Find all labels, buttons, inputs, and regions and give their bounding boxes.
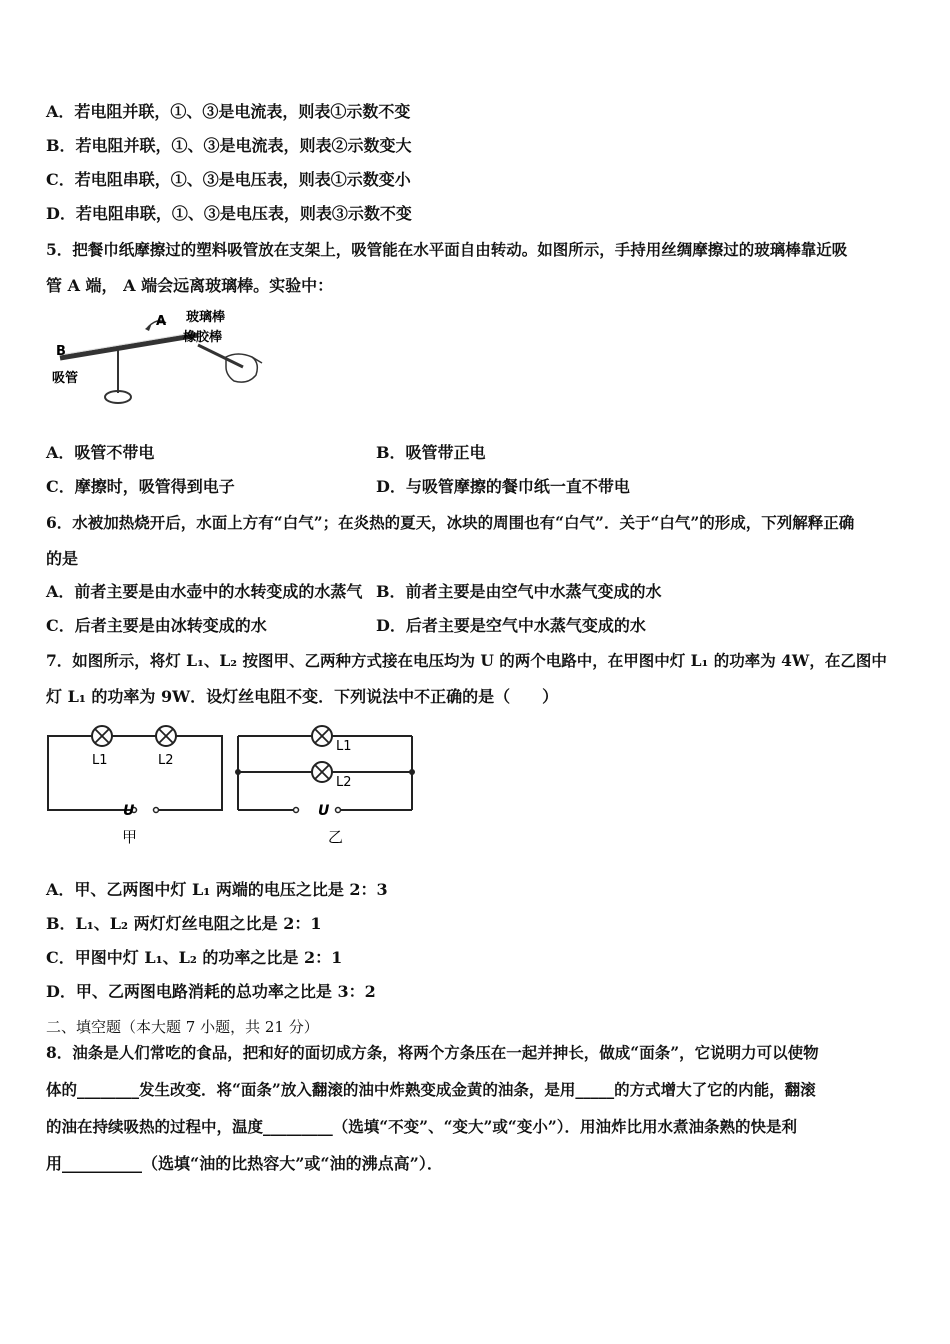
q7-option-b: B．L₁、L₂ 两灯灯丝电阻之比是 2：1: [46, 914, 322, 933]
circuit-jia-figure: [46, 722, 226, 850]
q8-stem-line1: 8．油条是人们常吃的食品，把和好的面切成方条，将两个方条压在一起并抻长，做成“面条”，它说明力可以使物: [46, 1043, 819, 1062]
section-heading: 二、填空题（本大题 7 小题，共 21 分）: [46, 1018, 319, 1036]
q5-option-c: C．摩擦时，吸管得到电子: [46, 477, 235, 496]
q5-figure-straw: [48, 305, 263, 410]
lamp-l2-icon: [312, 762, 332, 782]
q6-option-c: C．后者主要是由冰转变成的水: [46, 616, 267, 635]
q6-option-a: A．前者主要是由水壶中的水转变成的水蒸气: [46, 582, 363, 601]
label-b: B: [56, 344, 66, 359]
q7-stem-line2: 灯 L₁ 的功率为 9W．设灯丝电阻不变．下列说法中不正确的是（ ）: [46, 687, 559, 706]
yi-label-l1: L1: [336, 739, 352, 754]
q7-stem-line1: 7．如图所示，将灯 L₁、L₂ 按图甲、乙两种方式接在电压均为 U 的两个电路中，在甲图中灯 L₁ 的功率为 4W，在乙图中: [46, 651, 887, 670]
q4-option-d: D．若电阻串联，①、③是电压表，则表③示数不变: [46, 204, 412, 223]
q8-stem-line2: 体的________发生改变．将“面条”放入翻滚的油中炸熟变成金黄的油条，是用_____的方式增大了它的内能，翻滚: [46, 1080, 816, 1099]
jia-label-l2: L2: [158, 753, 174, 768]
q6-option-d: D．后者主要是空气中水蒸气变成的水: [376, 616, 646, 635]
label-rod: 玻璃棒: [186, 310, 226, 325]
q5-stem-line2: 管 A 端， A 端会远离玻璃棒。实验中：: [46, 276, 334, 295]
q4-option-a: A．若电阻并联，①、③是电流表，则表①示数不变: [46, 102, 411, 121]
q6-stem-line2: 的是: [46, 549, 79, 568]
yi-caption: 乙: [328, 828, 344, 846]
q8-stem-line4: 用__________（选填“油的比热容大”或“油的沸点高”）．: [46, 1154, 443, 1173]
label-rod-2: 橡胶棒: [183, 330, 223, 345]
q7-option-d: D．甲、乙两图电路消耗的总功率之比是 3：2: [46, 982, 376, 1001]
q7-option-c: C．甲图中灯 L₁、L₂ 的功率之比是 2：1: [46, 948, 343, 967]
q5-option-b: B．吸管带正电: [376, 443, 486, 462]
terminal-right: [154, 808, 159, 813]
glass-rod: [198, 345, 243, 367]
jia-caption: 甲: [122, 828, 138, 846]
q7-option-a: A．甲、乙两图中灯 L₁ 两端的电压之比是 2：3: [46, 880, 388, 899]
straw-tube: [60, 335, 198, 358]
jia-label-l1: L1: [92, 753, 108, 768]
terminal-right: [336, 808, 341, 813]
q6-stem-line1: 6．水被加热烧开后，水面上方有“白气”；在炎热的夏天，冰块的周围也有“白气”．关于“白气”的形成，下列解释正确: [46, 513, 855, 532]
lamp-l1-icon: [92, 726, 112, 746]
jia-label-u: U: [123, 803, 135, 819]
lamp-l1-icon: [312, 726, 332, 746]
q5-option-d: D．与吸管摩擦的餐巾纸一直不带电: [376, 477, 630, 496]
circuit-yi-figure: [234, 722, 418, 850]
q8-stem-line3: 的油在持续吸热的过程中，温度_________（选填“不变”、“变大”或“变小”）．用油炸比用水煮油条熟的快是利: [46, 1117, 797, 1136]
label-straw: 吸管: [52, 371, 79, 386]
q5-option-a: A．吸管不带电: [46, 443, 155, 462]
q6-option-b: B．前者主要是由空气中水蒸气变成的水: [376, 582, 662, 601]
q5-stem-line1: 5．把餐巾纸摩擦过的塑料吸管放在支架上，吸管能在水平面自由转动。如图所示，手持用丝绸摩擦过的玻璃棒靠近吸: [46, 240, 848, 259]
yi-label-u: U: [318, 803, 330, 819]
lamp-l2-icon: [156, 726, 176, 746]
yi-label-l2: L2: [336, 775, 352, 790]
q4-option-b: B．若电阻并联，①、③是电流表，则表②示数变大: [46, 136, 412, 155]
q4-option-c: C．若电阻串联，①、③是电压表，则表①示数变小: [46, 170, 411, 189]
terminal-left: [294, 808, 299, 813]
label-a: A: [156, 314, 167, 329]
